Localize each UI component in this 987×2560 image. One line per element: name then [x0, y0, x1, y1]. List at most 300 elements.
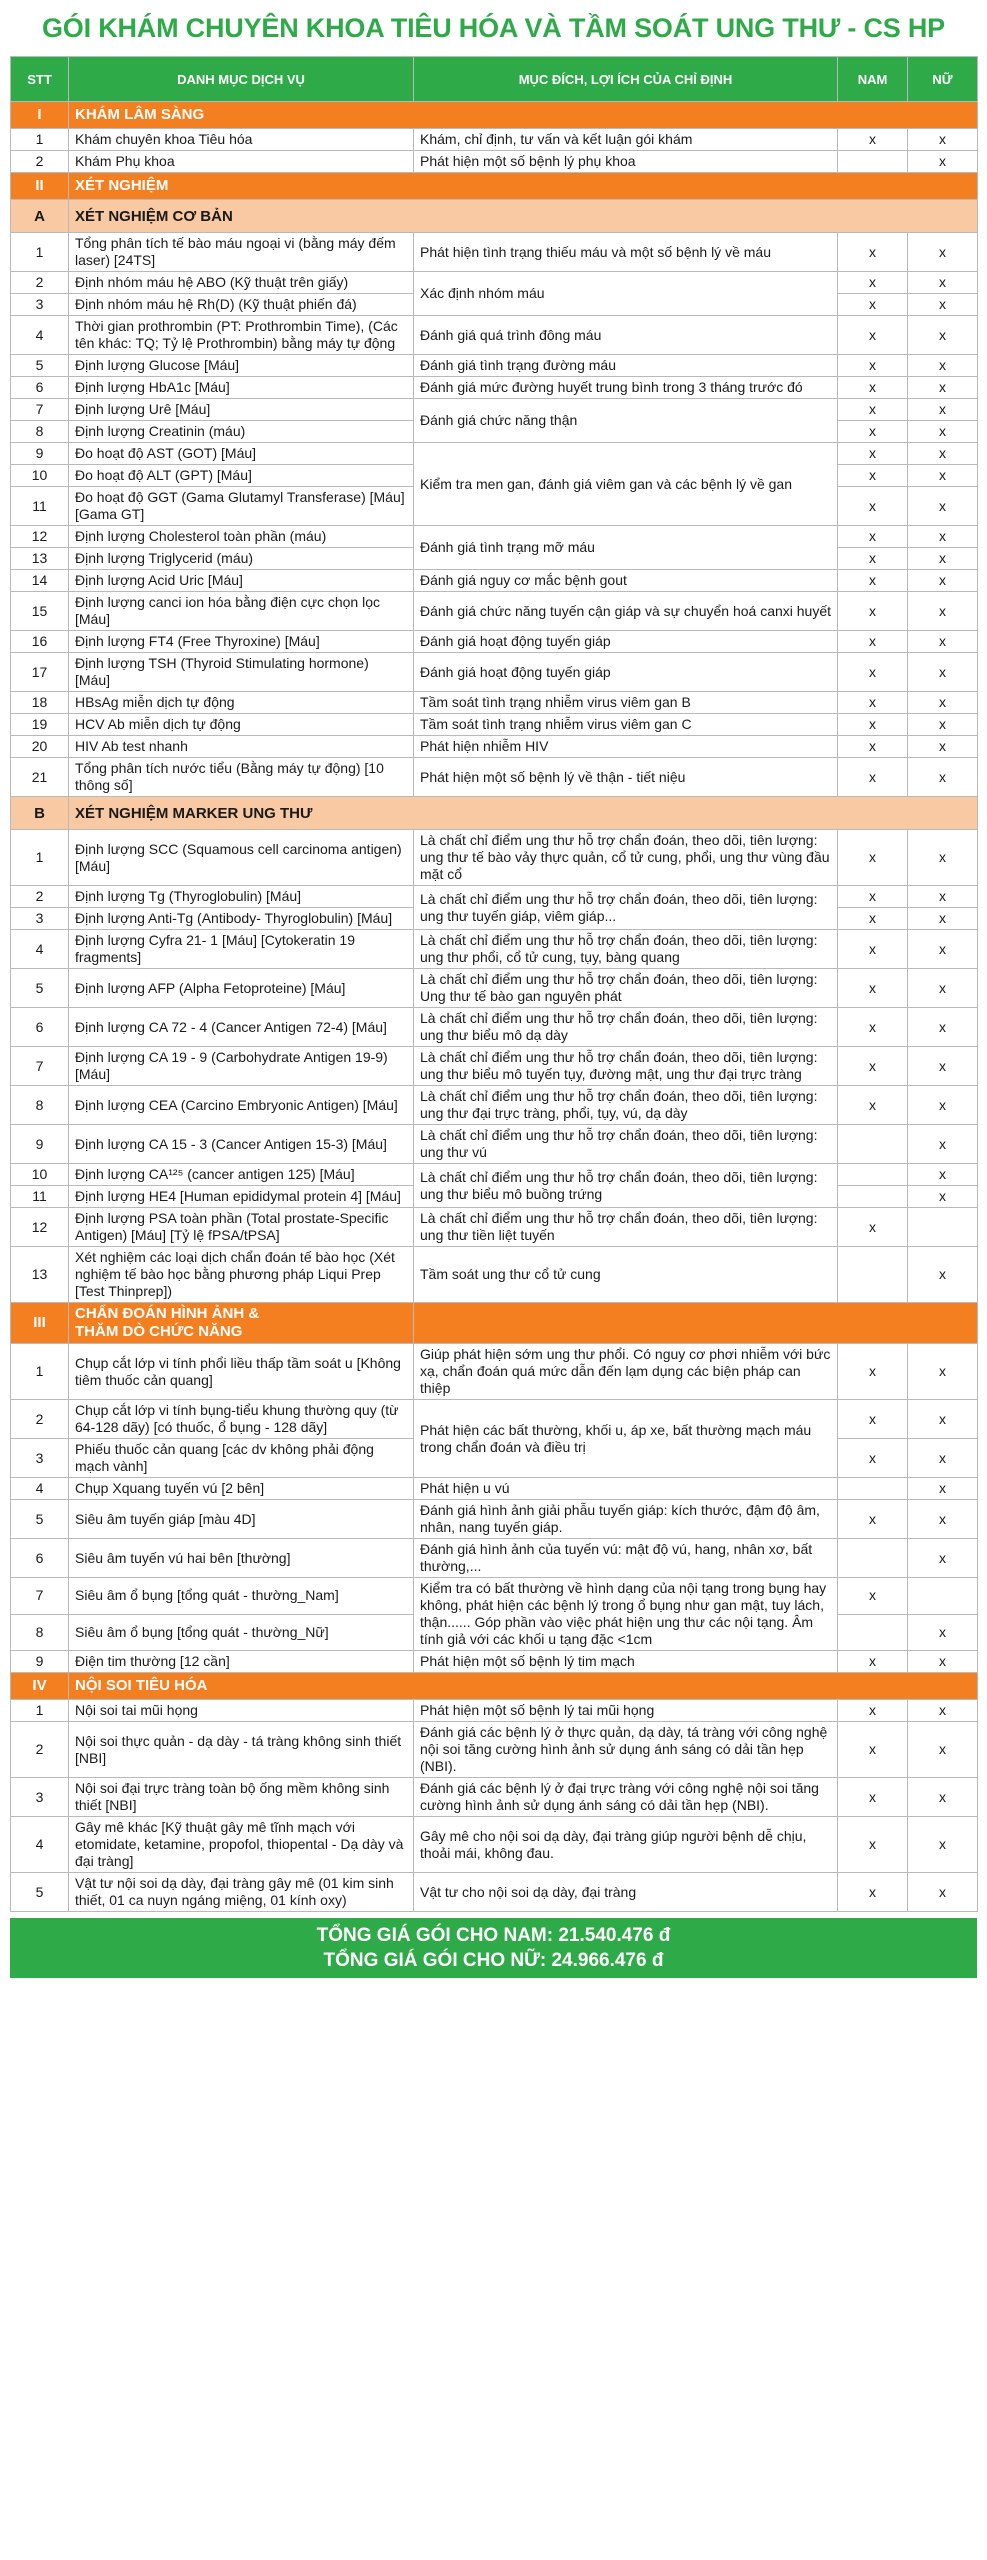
female-mark: x [908, 1478, 978, 1500]
table-row [11, 316, 978, 355]
row-purpose: Đánh giá chức năng tuyến cận giáp và sự chuyển hoá canxi huyết [414, 592, 838, 631]
row-no: 2 [11, 1400, 69, 1439]
row-purpose: Là chất chỉ điểm ung thư hỗ trợ chẩn đoán, theo dõi, tiên lượng: ung thư biểu mô tuyến tụy, đường mật, ung thư đại trực tràng [414, 1047, 838, 1086]
row-service: Chụp cắt lớp vi tính phổi liều thấp tầm soát u [Không tiêm thuốc cản quang] [69, 1344, 414, 1400]
row-no: 6 [11, 1008, 69, 1047]
row-no: 5 [11, 355, 69, 377]
female-mark: x [908, 908, 978, 930]
section-row [11, 102, 978, 129]
row-no: 1 [11, 830, 69, 886]
row-purpose: Phát hiện tình trạng thiếu máu và một số bệnh lý về máu [414, 233, 838, 272]
table-row [11, 736, 978, 758]
female-mark: x [908, 1247, 978, 1303]
female-mark: x [908, 1186, 978, 1208]
row-service: Chụp Xquang tuyến vú [2 bên] [69, 1478, 414, 1500]
female-mark: x [908, 443, 978, 465]
row-service: Định nhóm máu hệ Rh(D) (Kỹ thuật phiến đá) [69, 294, 414, 316]
section-no: II [11, 173, 69, 200]
table-row [11, 592, 978, 631]
table-row [11, 631, 978, 653]
row-no: 14 [11, 570, 69, 592]
female-mark: x [908, 592, 978, 631]
row-service: Định lượng canci ion hóa bằng điện cực chọn lọc [Máu] [69, 592, 414, 631]
header-purpose: MỤC ĐÍCH, LỢI ÍCH CỦA CHỈ ĐỊNH [414, 57, 838, 102]
row-purpose: Đánh giá tình trạng mỡ máu [414, 526, 838, 570]
row-purpose: Đánh giá các bệnh lý ở thực quản, dạ dày, tá tràng với công nghệ nội soi tăng cường hình ảnh sử dụng ánh sáng có dải tần hẹp (NBI). [414, 1722, 838, 1778]
female-mark [908, 1578, 978, 1615]
female-mark: x [908, 969, 978, 1008]
total-price-banner [10, 1918, 977, 1978]
table-row [11, 151, 978, 173]
section-no: III [11, 1303, 69, 1344]
male-mark: x [838, 526, 908, 548]
row-service: Định lượng CA 19 - 9 (Carbohydrate Antigen 19-9) [Máu] [69, 1047, 414, 1086]
female-mark: x [908, 1086, 978, 1125]
row-purpose: Phát hiện một số bệnh lý phụ khoa [414, 151, 838, 173]
male-mark: x [838, 1439, 908, 1478]
female-mark: x [908, 1125, 978, 1164]
row-no: 8 [11, 1086, 69, 1125]
female-mark: x [908, 526, 978, 548]
table-row [11, 399, 978, 421]
row-no: 2 [11, 886, 69, 908]
male-mark: x [838, 399, 908, 421]
table-row [11, 443, 978, 465]
row-no: 10 [11, 465, 69, 487]
row-purpose: Kiểm tra men gan, đánh giá viêm gan và các bệnh lý về gan [414, 443, 838, 526]
table-row [11, 886, 978, 908]
table-row [11, 758, 978, 797]
row-no: 4 [11, 316, 69, 355]
male-mark: x [838, 294, 908, 316]
table-row [11, 1500, 978, 1539]
row-service: Nội soi thực quản - dạ dày - tá tràng không sinh thiết [NBI] [69, 1722, 414, 1778]
row-purpose: Đánh giá hình ảnh của tuyến vú: mật độ vú, hang, nhân xơ, bất thường,... [414, 1539, 838, 1578]
section-row [11, 173, 978, 200]
row-purpose: Gây mê cho nội soi dạ dày, đại tràng giúp người bệnh dễ chịu, thoải mái, không đau. [414, 1817, 838, 1873]
female-mark: x [908, 1873, 978, 1912]
female-mark: x [908, 272, 978, 294]
row-service: Định lượng CA 15 - 3 (Cancer Antigen 15-3) [Máu] [69, 1125, 414, 1164]
row-no: 1 [11, 233, 69, 272]
table-row [11, 969, 978, 1008]
row-purpose: Đánh giá mức đường huyết trung bình trong 3 tháng trước đó [414, 377, 838, 399]
female-mark: x [908, 1400, 978, 1439]
section-title-text: CHẨN ĐOÁN HÌNH ẢNH & THĂM DÒ CHỨC NĂNG [75, 1305, 260, 1340]
row-service: Định lượng Anti-Tg (Antibody- Thyroglobulin) [Máu] [69, 908, 414, 930]
row-no: 3 [11, 908, 69, 930]
male-mark: x [838, 1817, 908, 1873]
male-mark: x [838, 1344, 908, 1400]
male-mark: x [838, 129, 908, 151]
female-mark: x [908, 1651, 978, 1673]
female-mark: x [908, 1700, 978, 1722]
row-no: 5 [11, 1500, 69, 1539]
subsection-no: A [11, 200, 69, 233]
row-purpose: Tầm soát ung thư cổ tử cung [414, 1247, 838, 1303]
row-service: Định lượng CA¹²⁵ (cancer antigen 125) [Máu] [69, 1164, 414, 1186]
table-row [11, 653, 978, 692]
row-no: 2 [11, 151, 69, 173]
total-price-female: TỔNG GIÁ GÓI CHO NỮ: 24.966.476 đ [323, 1950, 664, 1971]
row-no: 12 [11, 526, 69, 548]
section-title [69, 1303, 414, 1344]
male-mark: x [838, 908, 908, 930]
page-title: GÓI KHÁM CHUYÊN KHOA TIÊU HÓA VÀ TẦM SOÁT UNG THƯ - CS HP [41, 12, 945, 43]
female-mark: x [908, 399, 978, 421]
male-mark: x [838, 1651, 908, 1673]
row-service: Vật tư nội soi dạ dày, đại tràng gây mê (01 kim sinh thiết, 01 ca nuyn ngáng miệng, 01 kính oxy) [69, 1873, 414, 1912]
table-row [11, 830, 978, 886]
row-service: Định lượng Glucose [Máu] [69, 355, 414, 377]
row-service: Định lượng HbA1c [Máu] [69, 377, 414, 399]
row-service: Siêu âm ổ bụng [tổng quát - thường_Nam] [69, 1578, 414, 1615]
row-service: Định lượng CA 72 - 4 (Cancer Antigen 72-4) [Máu] [69, 1008, 414, 1047]
female-mark: x [908, 151, 978, 173]
row-purpose: Là chất chỉ điểm ung thư hỗ trợ chẩn đoán, theo dõi, tiên lượng: ung thư đại trực tràng, phổi, tụy, vú, dạ dày [414, 1086, 838, 1125]
row-no: 7 [11, 1047, 69, 1086]
row-no: 1 [11, 129, 69, 151]
male-mark: x [838, 1722, 908, 1778]
row-purpose: Khám, chỉ định, tư vấn và kết luận gói khám [414, 129, 838, 151]
row-service: Định lượng Cyfra 21- 1 [Máu] [Cytokeratin 19 fragments] [69, 930, 414, 969]
row-no: 9 [11, 1125, 69, 1164]
row-service: Định lượng Tg (Thyroglobulin) [Máu] [69, 886, 414, 908]
row-no: 4 [11, 1817, 69, 1873]
row-purpose: Đánh giá chức năng thận [414, 399, 838, 443]
female-mark: x [908, 233, 978, 272]
row-service: Định nhóm máu hệ ABO (Kỹ thuật trên giấy) [69, 272, 414, 294]
row-no: 13 [11, 1247, 69, 1303]
row-service: HBsAg miễn dịch tự động [69, 692, 414, 714]
table-row [11, 1164, 978, 1186]
table-row [11, 1578, 978, 1615]
male-mark: x [838, 316, 908, 355]
female-mark: x [908, 316, 978, 355]
row-no: 15 [11, 592, 69, 631]
row-no: 12 [11, 1208, 69, 1247]
row-service: Khám chuyên khoa Tiêu hóa [69, 129, 414, 151]
table-row [11, 1400, 978, 1439]
male-mark [838, 1164, 908, 1186]
male-mark: x [838, 421, 908, 443]
row-service: Siêu âm ổ bụng [tổng quát - thường_Nữ] [69, 1614, 414, 1651]
row-purpose: Là chất chỉ điểm ung thư hỗ trợ chẩn đoán, theo dõi, tiên lượng: ung thư biểu mô dạ dày [414, 1008, 838, 1047]
male-mark: x [838, 1208, 908, 1247]
female-mark: x [908, 930, 978, 969]
row-purpose: Là chất chỉ điểm ung thư hỗ trợ chẩn đoán, theo dõi, tiên lượng: Ung thư tế bào gan nguyên phát [414, 969, 838, 1008]
female-mark: x [908, 294, 978, 316]
table-row [11, 526, 978, 548]
row-no: 1 [11, 1344, 69, 1400]
row-purpose: Là chất chỉ điểm ung thư hỗ trợ chẩn đoán, theo dõi, tiên lượng: ung thư tế bào vảy thực quản, cổ tử cung, phổi, ung thư vùng đầu mặt cổ [414, 830, 838, 886]
row-purpose: Đánh giá nguy cơ mắc bệnh gout [414, 570, 838, 592]
table-row [11, 377, 978, 399]
male-mark [838, 1186, 908, 1208]
row-no: 4 [11, 930, 69, 969]
section-no: I [11, 102, 69, 129]
row-purpose: Xác định nhóm máu [414, 272, 838, 316]
male-mark: x [838, 758, 908, 797]
female-mark: x [908, 714, 978, 736]
row-purpose: Là chất chỉ điểm ung thư hỗ trợ chẩn đoán, theo dõi, tiên lượng: ung thư biểu mô buồng trứng [414, 1164, 838, 1208]
subsection-row [11, 797, 978, 830]
header-female: NỮ [908, 57, 978, 102]
row-service: Gây mê khác [Kỹ thuật gây mê tĩnh mạch với etomidate, ketamine, propofol, thiopental - Dạ dày và đại tràng] [69, 1817, 414, 1873]
row-service: HIV Ab test nhanh [69, 736, 414, 758]
table-row [11, 1817, 978, 1873]
male-mark: x [838, 1500, 908, 1539]
row-purpose: Kiểm tra có bất thường về hình dạng của nội tạng trong bụng hay không, phát hiện các bệnh lý trong ổ bụng như gan mật, tuy lách, thận...... Góp phần vào việc phát hiện ung thư các nội tạng. Âm tính giả với các khối u tạng đặc <1cm [414, 1578, 838, 1651]
row-purpose: Đánh giá quá trình đông máu [414, 316, 838, 355]
row-no: 18 [11, 692, 69, 714]
male-mark: x [838, 377, 908, 399]
table-row [11, 1008, 978, 1047]
row-purpose: Là chất chỉ điểm ung thư hỗ trợ chẩn đoán, theo dõi, tiên lượng: ung thư tuyến giáp, viêm giáp... [414, 886, 838, 930]
row-no: 8 [11, 421, 69, 443]
male-mark [838, 1614, 908, 1651]
male-mark: x [838, 443, 908, 465]
table-row [11, 233, 978, 272]
female-mark: x [908, 570, 978, 592]
row-service: Định lượng HE4 [Human epididymal protein 4] [Máu] [69, 1186, 414, 1208]
row-no: 5 [11, 1873, 69, 1912]
subsection-title: XÉT NGHIỆM CƠ BẢN [69, 200, 978, 233]
male-mark [838, 1478, 908, 1500]
section-no: IV [11, 1673, 69, 1700]
row-no: 7 [11, 399, 69, 421]
male-mark: x [838, 736, 908, 758]
row-no: 2 [11, 1722, 69, 1778]
row-service: Nội soi tai mũi họng [69, 1700, 414, 1722]
female-mark: x [908, 1164, 978, 1186]
table-row [11, 1125, 978, 1164]
table-row [11, 1873, 978, 1912]
table-row [11, 930, 978, 969]
row-service: HCV Ab miễn dịch tự động [69, 714, 414, 736]
table-row [11, 1247, 978, 1303]
male-mark: x [838, 1578, 908, 1615]
row-purpose: Phát hiện một số bệnh lý tai mũi họng [414, 1700, 838, 1722]
subsection-no: B [11, 797, 69, 830]
subsection-title: XÉT NGHIỆM MARKER UNG THƯ [69, 797, 978, 830]
female-mark: x [908, 1539, 978, 1578]
row-service: Định lượng Acid Uric [Máu] [69, 570, 414, 592]
male-mark [838, 1247, 908, 1303]
male-mark: x [838, 592, 908, 631]
row-no: 7 [11, 1578, 69, 1615]
female-mark: x [908, 1817, 978, 1873]
table-header [11, 57, 978, 102]
female-mark: x [908, 830, 978, 886]
row-purpose: Là chất chỉ điểm ung thư hỗ trợ chẩn đoán, theo dõi, tiên lượng: ung thư vú [414, 1125, 838, 1164]
male-mark: x [838, 1400, 908, 1439]
section-row [11, 1303, 978, 1344]
male-mark: x [838, 487, 908, 526]
female-mark: x [908, 631, 978, 653]
row-no: 9 [11, 1651, 69, 1673]
row-service: Định lượng SCC (Squamous cell carcinoma antigen) [Máu] [69, 830, 414, 886]
row-service: Định lượng PSA toàn phần (Total prostate-Specific Antigen) [Máu] [Tỷ lệ fPSA/tPSA] [69, 1208, 414, 1247]
table-row [11, 1539, 978, 1578]
row-purpose: Đánh giá hoạt động tuyến giáp [414, 631, 838, 653]
table-row [11, 1478, 978, 1500]
row-service: Chụp cắt lớp vi tính bụng-tiểu khung thường quy (từ 64-128 dãy) [có thuốc, ổ bụng - 128 dãy] [69, 1400, 414, 1439]
male-mark: x [838, 969, 908, 1008]
header-male: NAM [838, 57, 908, 102]
row-purpose: Là chất chỉ điểm ung thư hỗ trợ chẩn đoán, theo dõi, tiên lượng: ung thư phổi, cổ tử cung, tụy, bàng quang [414, 930, 838, 969]
male-mark: x [838, 1047, 908, 1086]
section-fill [414, 1303, 978, 1344]
table-row [11, 1086, 978, 1125]
male-mark: x [838, 930, 908, 969]
table-row [11, 129, 978, 151]
row-purpose: Đánh giá các bệnh lý ở đại trực tràng với công nghệ nội soi tăng cường hình ảnh sử dụng ánh sáng có dải tần hẹp (NBI). [414, 1778, 838, 1817]
header-stt: STT [11, 57, 69, 102]
row-no: 20 [11, 736, 69, 758]
row-service: Điện tim thường [12 cần] [69, 1651, 414, 1673]
female-mark: x [908, 758, 978, 797]
male-mark: x [838, 714, 908, 736]
female-mark: x [908, 692, 978, 714]
row-no: 5 [11, 969, 69, 1008]
row-no: 3 [11, 1778, 69, 1817]
section-row [11, 1673, 978, 1700]
row-service: Khám Phụ khoa [69, 151, 414, 173]
row-service: Định lượng Urê [Máu] [69, 399, 414, 421]
row-no: 4 [11, 1478, 69, 1500]
row-no: 3 [11, 1439, 69, 1478]
female-mark: x [908, 1500, 978, 1539]
male-mark: x [838, 465, 908, 487]
table-row [11, 1778, 978, 1817]
row-no: 13 [11, 548, 69, 570]
female-mark [908, 1208, 978, 1247]
row-service: Đo hoạt độ ALT (GPT) [Máu] [69, 465, 414, 487]
female-mark: x [908, 653, 978, 692]
table-row [11, 1208, 978, 1247]
female-mark: x [908, 377, 978, 399]
row-service: Định lượng Cholesterol toàn phần (máu) [69, 526, 414, 548]
row-purpose: Đánh giá hoạt động tuyến giáp [414, 653, 838, 692]
male-mark: x [838, 1700, 908, 1722]
male-mark: x [838, 653, 908, 692]
row-no: 6 [11, 377, 69, 399]
male-mark: x [838, 548, 908, 570]
row-service: Xét nghiệm các loại dịch chẩn đoán tế bào học (Xét nghiệm tế bào học bằng phương pháp Liqui Prep [Test Thinprep]) [69, 1247, 414, 1303]
female-mark: x [908, 1047, 978, 1086]
table-row [11, 692, 978, 714]
table-row [11, 1722, 978, 1778]
row-purpose: Đánh giá tình trạng đường máu [414, 355, 838, 377]
female-mark: x [908, 1439, 978, 1478]
row-no: 10 [11, 1164, 69, 1186]
male-mark: x [838, 631, 908, 653]
row-service: Định lượng Creatinin (máu) [69, 421, 414, 443]
section-title: NỘI SOI TIÊU HÓA [69, 1673, 978, 1700]
row-no: 19 [11, 714, 69, 736]
row-service: Siêu âm tuyến vú hai bên [thường] [69, 1539, 414, 1578]
female-mark: x [908, 1778, 978, 1817]
male-mark: x [838, 830, 908, 886]
male-mark: x [838, 1008, 908, 1047]
male-mark [838, 1539, 908, 1578]
service-table [10, 56, 978, 1912]
row-purpose: Là chất chỉ điểm ung thư hỗ trợ chẩn đoán, theo dõi, tiên lượng: ung thư tiền liệt tuyến [414, 1208, 838, 1247]
row-service: Định lượng AFP (Alpha Fetoproteine) [Máu] [69, 969, 414, 1008]
subsection-row [11, 200, 978, 233]
male-mark: x [838, 692, 908, 714]
male-mark: x [838, 1873, 908, 1912]
row-service: Tổng phân tích nước tiểu (Bằng máy tự động) [10 thông số] [69, 758, 414, 797]
header-service: DANH MỤC DỊCH VỤ [69, 57, 414, 102]
table-row [11, 570, 978, 592]
row-purpose: Phát hiện một số bệnh lý tim mạch [414, 1651, 838, 1673]
row-purpose: Giúp phát hiện sớm ung thư phổi. Có nguy cơ phơi nhiễm với bức xạ, chẩn đoán quá mức dẫn đến lạm dụng các biện pháp can thiệp [414, 1344, 838, 1400]
male-mark [838, 151, 908, 173]
female-mark: x [908, 1614, 978, 1651]
male-mark: x [838, 355, 908, 377]
row-purpose: Phát hiện một số bệnh lý về thận - tiết niệu [414, 758, 838, 797]
row-service: Định lượng Triglycerid (máu) [69, 548, 414, 570]
row-service: Đo hoạt độ AST (GOT) [Máu] [69, 443, 414, 465]
row-purpose: Phát hiện các bất thường, khối u, áp xe, bất thường mạch máu trong chẩn đoán và điều trị [414, 1400, 838, 1478]
row-no: 17 [11, 653, 69, 692]
table-row [11, 714, 978, 736]
male-mark [838, 1125, 908, 1164]
female-mark: x [908, 1344, 978, 1400]
row-no: 21 [11, 758, 69, 797]
table-row [11, 1651, 978, 1673]
female-mark: x [908, 736, 978, 758]
row-service: Định lượng TSH (Thyroid Stimulating hormone) [Máu] [69, 653, 414, 692]
male-mark: x [838, 1778, 908, 1817]
table-row [11, 355, 978, 377]
row-service: Phiếu thuốc cản quang [các dv không phải động mạch vành] [69, 1439, 414, 1478]
row-service: Tổng phân tích tế bào máu ngoại vi (bằng máy đếm laser) [24TS] [69, 233, 414, 272]
row-no: 6 [11, 1539, 69, 1578]
row-no: 11 [11, 487, 69, 526]
table-row [11, 272, 978, 294]
table-row [11, 1700, 978, 1722]
female-mark: x [908, 548, 978, 570]
female-mark: x [908, 355, 978, 377]
row-service: Định lượng FT4 (Free Thyroxine) [Máu] [69, 631, 414, 653]
row-purpose: Vật tư cho nội soi dạ dày, đại tràng [414, 1873, 838, 1912]
row-service: Nội soi đại trực tràng toàn bộ ống mềm không sinh thiết [NBI] [69, 1778, 414, 1817]
row-no: 1 [11, 1700, 69, 1722]
female-mark: x [908, 886, 978, 908]
female-mark: x [908, 1008, 978, 1047]
female-mark: x [908, 129, 978, 151]
row-service: Định lượng CEA (Carcino Embryonic Antigen) [Máu] [69, 1086, 414, 1125]
row-purpose: Đánh giá hình ảnh giải phẫu tuyến giáp: kích thước, đậm độ âm, nhân, nang tuyến giáp. [414, 1500, 838, 1539]
total-price-male: TỔNG GIÁ GÓI CHO NAM: 21.540.476 đ [316, 1925, 671, 1946]
row-no: 2 [11, 272, 69, 294]
row-purpose: Phát hiện u vú [414, 1478, 838, 1500]
row-no: 8 [11, 1614, 69, 1651]
row-no: 3 [11, 294, 69, 316]
row-no: 9 [11, 443, 69, 465]
male-mark: x [838, 272, 908, 294]
male-mark: x [838, 886, 908, 908]
row-service: Thời gian prothrombin (PT: Prothrombin Time), (Các tên khác: TQ; Tỷ lệ Prothrombin) bằng máy tự động [69, 316, 414, 355]
female-mark: x [908, 465, 978, 487]
row-service: Siêu âm tuyến giáp [màu 4D] [69, 1500, 414, 1539]
row-purpose: Phát hiện nhiễm HIV [414, 736, 838, 758]
row-no: 11 [11, 1186, 69, 1208]
female-mark: x [908, 421, 978, 443]
